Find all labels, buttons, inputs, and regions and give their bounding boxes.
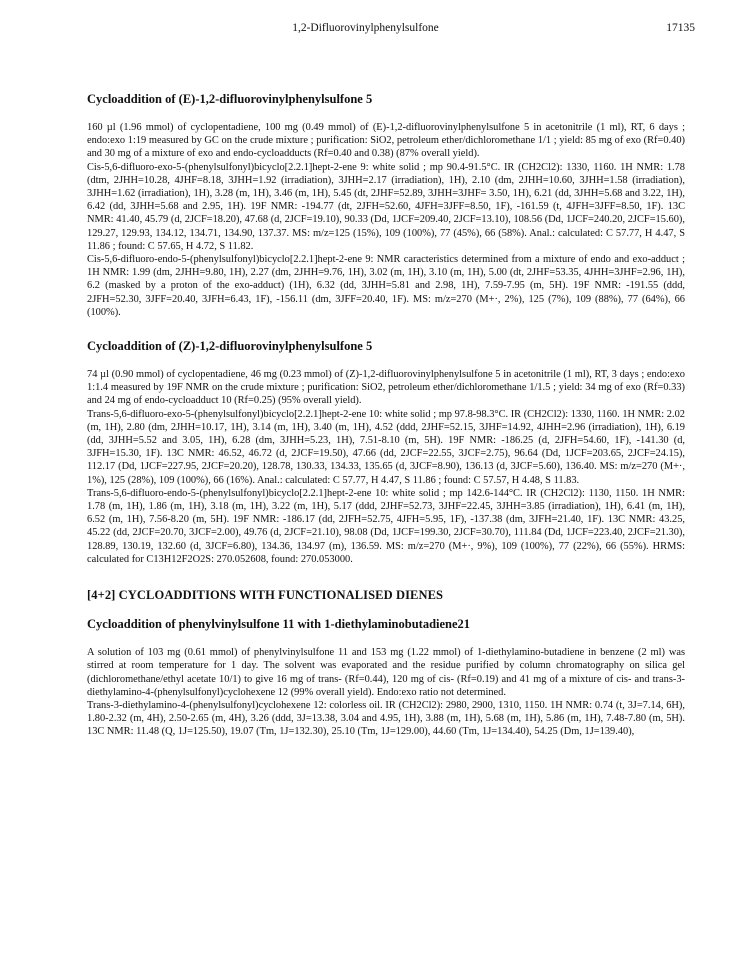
paragraph: 160 µl (1.96 mmol) of cyclopentadiene, 100 mg (0.49 mmol) of (E)-1,2-difluorovinylphenylsulfone 5 in acetonitrile (1 ml), RT, 6 days ; endo:exo 1:19 measured by GC on the crude mixture ; purification: SiO2, petroleum ether/dichloromethane 1/1 ; yield: 85 mg of exo (Rf=0.40) and 30 mg of a mixture of exo and endo-cycloadducts (Rf=0.40 and 0.38) (87% overall yield). bbox=[87, 122, 685, 160]
section-z-cycloaddition bbox=[87, 339, 685, 566]
running-title: 1,2-Difluorovinylphenylsulfone bbox=[292, 22, 439, 34]
section-heading: Cycloaddition of (E)-1,2-difluorovinylphenylsulfone 5 bbox=[87, 92, 373, 106]
article-body bbox=[87, 92, 685, 739]
section-heading: Cycloaddition of phenylvinylsulfone 11 with 1-diethylaminobutadiene21 bbox=[87, 617, 471, 632]
section-e-cycloaddition bbox=[87, 92, 685, 319]
running-head bbox=[0, 22, 731, 38]
paragraph: Cis-5,6-difluoro-exo-5-(phenylsulfonyl)bicyclo[2.2.1]hept-2-ene 9: white solid ; mp 90.4-91.5°C. IR (CH2Cl2): 1330, 1160. 1H NMR: 1.78 (dtm, 2JHH=10.28, 4JHF=8.18, 3JHH=1.92 (irradiation), 3JHH=2.17 (irradiation), 1H), 2.10 (dm, 2JHH=10.60, 3JHH=1.58 (irradiation), 3JHH=1.62 (irradiation), 1H), 3.28 (m, 1H), 3.46 (m, 1H), 5.45 (dt, 2JHF=52.89, 3JHH=3JHF= 3.50, 1H), 6.21 (dd, 3JHH=5.68 and 3.22, 1H), 6.42 (dd, 3JHH=5.68 and 2.95, 1H). 19F NMR: -194.77 (dt, 2JFH=52.60, 4JFH=3JFF=8.50, 1F), -161.59 (t, 4JFH=3JFF=8.50, 1F). 13C NMR: 41.40, 45.79 (d, 2JCF=18.20), 47.68 (d, 2JCF=19.10), 90.33 (Dd, 1JCF=209.40, 2JCF=13.10), 108.56 (Dd, 1JCF=240.20, 2JCF=15.60), 129.27, 129.93, 134.12, 134.71, 134.90, 137.37. MS: m/z=125 (15%), 109 (100%), 77 (45%), 66 (58%). Anal.: calculated: C 57.77, H 4.47, S 11.86 ; found: C 57.65, H 4.72, S 11.82. bbox=[87, 161, 685, 252]
section-functionalised-dienes bbox=[87, 588, 685, 603]
paragraph: 74 µl (0.90 mmol) of cyclopentadiene, 46 mg (0.23 mmol) of (Z)-1,2-difluorovinylphenylsulfone 5 in acetonitrile (1 ml), RT, 3 days ; endo:exo 1:1.4 measured by 19F NMR on the crude mixture ; purification: SiO2, petroleum ether/dichloromethane 1/1.5 ; yield: 34 mg of exo (Rf=0.33) and 24 mg of endo-cycloadduct 10 (Rf=0.25) (95% overall yield). bbox=[87, 369, 685, 407]
paragraph: Trans-5,6-difluoro-endo-5-(phenylsulfonyl)bicyclo[2.2.1]hept-2-ene 10: white solid ; mp 142.6-144°C. IR (CH2Cl2): 1130, 1150. 1H NMR: 1.78 (m, 1H), 1.86 (m, 1H), 3.18 (m, 1H), 3.22 (m, 1H), 5.17 (ddd, 2JHF=52.73, 3JHF=22.45, 3JHH=3.85 (irradiation), 1H), 6.41 (m, 1H), 6.52 (m, 1H), 7.56-8.20 (m, 5H). 19F NMR: -186.17 (dd, 2JFH=52.75, 4JFH=5.95, 1F), -137.38 (dm, 3JFH=21.40, 1F). 13C NMR: 43.25, 45.22 (dd, 2JCF=20.70, 3JCF=2.00), 49.76 (d, 2JCF=21.10), 98.08 (Dd, 1JCF=199.30, 2JCF=30.70), 111.84 (Dd, 1JCF=223.40, 2JCF=21.30), 128.89, 130.19, 132.60 (d, 3JCF=6.80), 134.36, 134.97 (m), 136.59. MS: m/z=270 (M+·, 9%), 109 (100%), 77 (22%), 66 (55%). HRMS: calculated for C13H12F2O2S: 270.052608, found: 270.053000. bbox=[87, 487, 685, 565]
paragraph: Trans-3-diethylamino-4-(phenylsulfonyl)cyclohexene 12: colorless oil. IR (CH2Cl2): 2980, 2900, 1310, 1150. 1H NMR: 0.74 (t, 3J=7.14, 6H), 1.80-2.32 (m, 4H), 2.50-2.65 (m, 4H), 3.26 (ddd, 3J=13.38, 3.04 and 4.95, 1H), 3.88 (m, 1H), 5.68 (m, 1H), 5.86 (m, 1H), 7.48-7.80 (m, 5H). 13C NMR: 11.48 (Q, 1J=125.50), 19.07 (Tm, 1J=132.30), 25.10 (Tm, 1J=129.00), 44.60 (Tm, 1J=134.40), 54.25 (Dm, 1J=139.40), bbox=[87, 699, 685, 738]
page-number: 17135 bbox=[666, 22, 695, 34]
paragraph: Cis-5,6-difluoro-endo-5-(phenylsulfonyl)bicyclo[2.2.1]hept-2-ene 9: NMR caracteristics determined from a mixture of endo and exo-adduct ; 1H NMR: 1.99 (dm, 2JHH=9.80, 1H), 2.27 (dm, 2JHH=9.76, 1H), 3.02 (m, 1H), 3.10 (m, 1H), 5.00 (dt, 2JHF=53.35, 4JHH=3JHF=2.96, 1H), 6.2 (masked by a proton of the exo-adduct) (1H), 6.32 (dd, 3JHH=5.81 and 2.98, 1H), 7.59-7.95 (m, 5H). 19F NMR: -191.55 (ddd, 2JFH=52.30, 3JFF=20.40, 3JFH=6.43, 1F), -156.11 (dm, 3JFF=20.40, 1F). MS: m/z=270 (M+·, 2%), 125 (7%), 109 (88%), 77 (64%), 66 (100%). bbox=[87, 254, 685, 318]
paragraph: A solution of 103 mg (0.61 mmol) of phenylvinylsulfone 11 and 153 mg (1.22 mmol) of 1-diethylamino-butadiene in benzene (2 ml) was stirred at room temperature for 1 day. The solvent was evaporated and the residue purified by column chromatography on silica gel (dichloromethane/ethyl acetate 10/1) to give 16 mg of trans- (Rf=0.44), 120 mg of cis- (Rf=0.19) and 41 mg of a mixture of cis- and trans-3-diethylamino-4-(phenylsulfonyl)cyclohexene 12 (99% overall yield). Endo:exo ratio not determined. bbox=[87, 647, 685, 698]
section-diethylaminobutadiene bbox=[87, 617, 685, 738]
paragraph: Trans-5,6-difluoro-exo-5-(phenylsulfonyl)bicyclo[2.2.1]hept-2-ene 10: white solid ; mp 97.8-98.3°C. IR (CH2Cl2): 1330, 1160. 1H NMR: 2.02 (m, 1H), 2.80 (dm, 2JHH=10.17, 1H), 3.14 (m, 1H), 3.40 (m, 1H), 4.52 (ddd, 2JHF=52.15, 3JHF=14.92, 4JHH=2.96 (irradiation), 1H), 6.19 (dd, 3JHH=5.52 and 3.05, 1H), 6.28 (dm, 3JHH=5.23, 1H), 7.51-8.10 (m, 5H). 19F NMR: -186.25 (d, 2JFH=54.60, 1F), -141.30 (d, 3JFH=15.30, 1F). 13C NMR: 46.52, 46.72 (d, 2JCF=19.50), 47.66 (dd, 2JCF=22.55, 3JCF=2.75), 96.64 (Dd, 1JCF=203.65, 2JCF=24.15), 112.17 (Dd, 1JCF=227.95, 2JCF=20.20), 128.78, 130.33, 134.33, 135.65 (d, 3JCF=8.90), 136.13 (d, 3JCF=5.60), 136.40. MS: m/z=270 (M+·, 1%), 125 (28%), 109 (100%), 66 (16%). Anal.: calculated: C 57.77, H 4.47, S 11.86 ; found: C 57.57, H 4.48, S 11.83. bbox=[87, 408, 685, 486]
section-heading: Cycloaddition of (Z)-1,2-difluorovinylphenylsulfone 5 bbox=[87, 339, 373, 354]
major-heading: [4+2] CYCLOADDITIONS WITH FUNCTIONALISED DIENES bbox=[87, 588, 444, 603]
